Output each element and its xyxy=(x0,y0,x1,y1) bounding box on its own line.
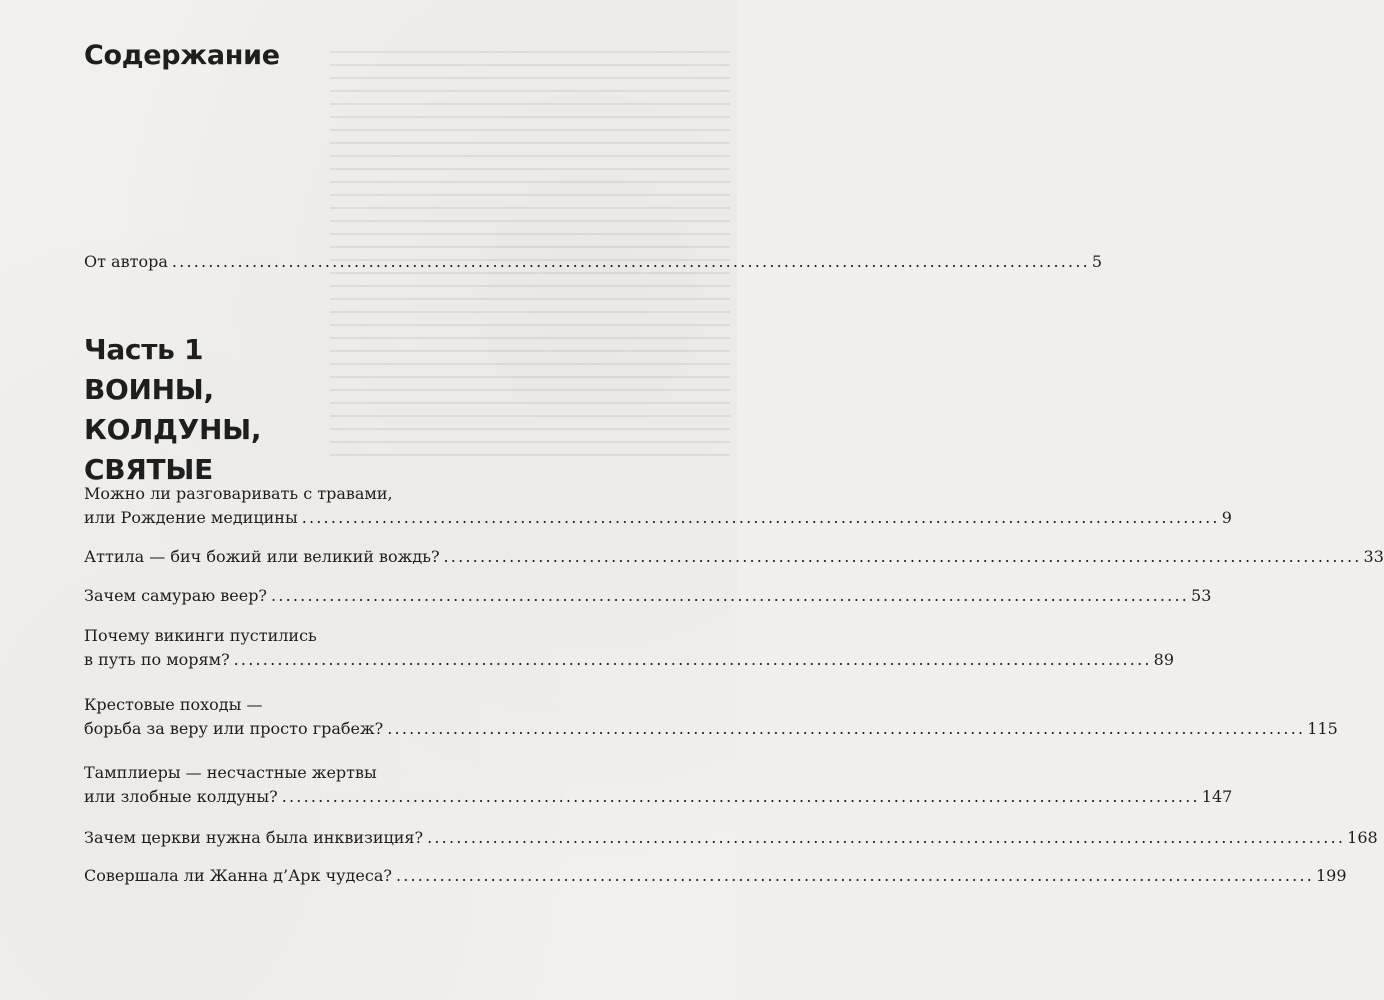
toc-leader-dots: .............................................................................................................................. xyxy=(301,508,1220,527)
toc-leader-dots: .............................................................................................................................. xyxy=(387,719,1306,738)
toc-entry-title-line[interactable]: Тамплиеры — несчастные жертвы xyxy=(84,763,377,782)
toc-entry-templars[interactable] xyxy=(84,785,1233,809)
toc-entry-inquisition[interactable] xyxy=(84,826,1378,850)
toc-entry-title: или Рождение медицины xyxy=(84,508,298,527)
toc-entry-page: 199 xyxy=(1315,866,1347,885)
toc-entry-title: Совершала ли Жанна д’Арк чудеса? xyxy=(84,866,392,885)
page-title: Содержание xyxy=(84,40,280,71)
toc-leader-dots: .............................................................................................................................. xyxy=(443,547,1362,566)
toc-entry-page: 5 xyxy=(1091,252,1103,271)
toc-entry-title: борьба за веру или просто грабеж? xyxy=(84,719,384,738)
toc-entry-title: в путь по морям? xyxy=(84,650,230,669)
part-number: Часть 1 xyxy=(84,333,204,366)
part-heading xyxy=(84,330,261,490)
toc-entry-joan-of-arc[interactable] xyxy=(84,864,1347,888)
toc-leader-dots: .............................................................................................................................. xyxy=(171,252,1090,271)
toc-leader-dots: .............................................................................................................................. xyxy=(233,650,1152,669)
toc-entry-vikings[interactable] xyxy=(84,648,1175,672)
toc-entry-page: 9 xyxy=(1221,508,1232,527)
toc-entry-page: 147 xyxy=(1201,787,1233,806)
toc-entry-page: 89 xyxy=(1153,650,1175,669)
part-title-line: СВЯТЫЕ xyxy=(84,453,213,486)
toc-entry-title: От автора xyxy=(84,252,168,271)
toc-entry-attila[interactable] xyxy=(84,545,1384,569)
toc-entry-title: Зачем самураю веер? xyxy=(84,586,268,605)
toc-entry-title-line[interactable]: Можно ли разговаривать с травами, xyxy=(84,484,393,503)
toc-entry-title: или злобные колдуны? xyxy=(84,787,278,806)
toc-leader-dots: .............................................................................................................................. xyxy=(395,866,1314,885)
toc-entry-page: 115 xyxy=(1307,719,1338,738)
toc-entry-title-line[interactable]: Почему викинги пустились xyxy=(84,626,317,645)
toc-entry-page: 53 xyxy=(1191,586,1212,605)
part-title-line: ВОИНЫ, xyxy=(84,373,214,406)
toc-entry-title: Зачем церкви нужна была инквизиция? xyxy=(84,828,424,847)
part-title-line: КОЛДУНЫ, xyxy=(84,413,262,446)
toc-entry-samurai[interactable] xyxy=(84,584,1212,608)
toc-entry-crusades[interactable] xyxy=(84,717,1338,741)
toc-entry-medicine[interactable] xyxy=(84,506,1232,530)
toc-entry-title-line[interactable]: Крестовые походы — xyxy=(84,695,263,714)
toc-leader-dots: .............................................................................................................................. xyxy=(271,586,1190,605)
toc-entry-page: 33 xyxy=(1363,547,1384,566)
toc-leader-dots: .............................................................................................................................. xyxy=(427,828,1346,847)
toc-leader-dots: .............................................................................................................................. xyxy=(281,787,1200,806)
toc-entry-title: Аттила — бич божий или великий вождь? xyxy=(84,547,440,566)
toc-entry-page: 168 xyxy=(1347,828,1378,847)
toc-entry-author[interactable] xyxy=(84,250,1103,274)
